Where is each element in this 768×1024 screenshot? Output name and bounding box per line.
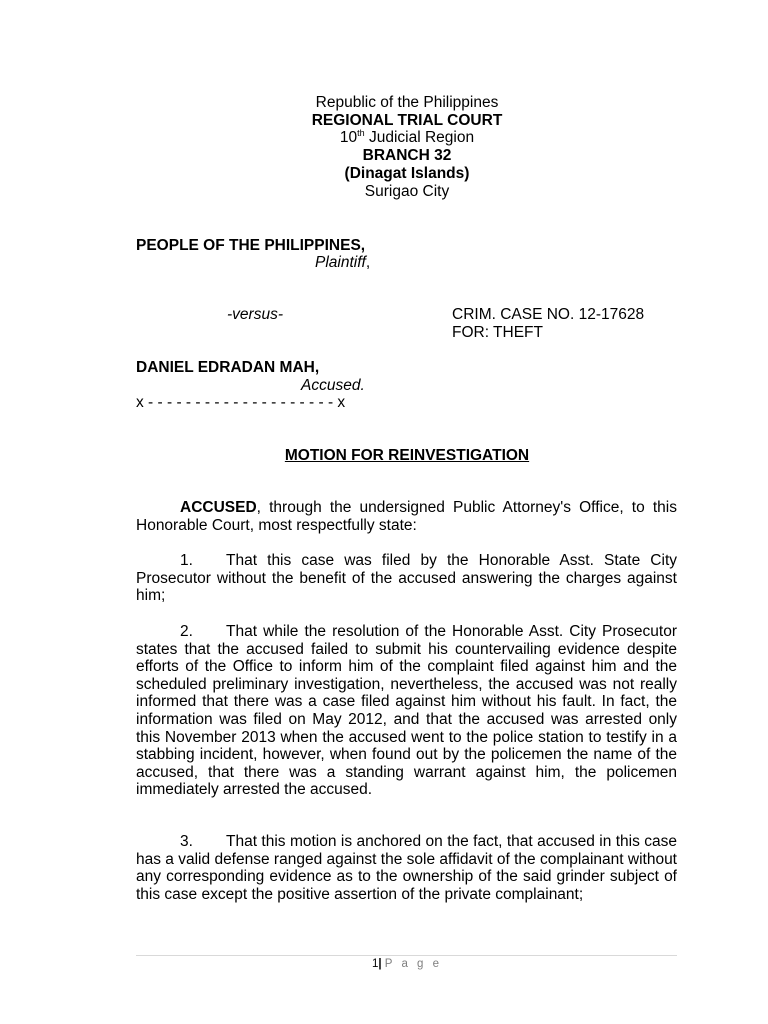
plaintiff-role [315, 254, 370, 272]
numbered-paragraph-3 [136, 833, 677, 903]
accused-name: DANIEL EDRADAN MAH, [136, 359, 320, 376]
header-branch: BRANCH 32 [362, 147, 452, 164]
header-region-number: 10 [339, 129, 358, 146]
case-offense: FOR: THEFT [452, 324, 543, 341]
numbered-paragraph-1 [136, 552, 677, 605]
header-location: (Dinagat Islands) [344, 165, 470, 182]
footer-page-number: 1 [371, 958, 379, 970]
header-republic: Republic of the Philippines [315, 94, 499, 111]
header-region-text: Judicial Region [364, 129, 475, 146]
plaintiff-role-label: Plaintiff [315, 254, 366, 271]
versus-label [227, 306, 283, 324]
intro-paragraph [136, 499, 677, 534]
header-region-suffix: th [357, 128, 365, 138]
document-title: MOTION FOR REINVESTIGATION [284, 447, 530, 464]
header-region [0, 129, 768, 147]
paragraph-number: 2. [180, 623, 193, 640]
caption-separator: x - - - - - - - - - - - - - - - - - - - - x [136, 394, 346, 411]
header-court: REGIONAL TRIAL COURT [311, 112, 503, 129]
versus-text: -versus- [227, 306, 283, 323]
accused-role: Accused. [301, 377, 365, 394]
plaintiff-role-comma: , [365, 254, 371, 271]
case-number: CRIM. CASE NO. 12-17628 [452, 306, 645, 323]
header-city: Surigao City [364, 183, 450, 200]
footer-separator: | [378, 958, 382, 970]
paragraph-number: 1. [180, 552, 193, 569]
paragraph-text: That this motion is anchored on the fact, that accused in this case has a valid defense ranged against the sole affidavit of the complainant without any corresponding evidence as to the ownership of the said grinder subject of this case except the positive assertion of the private complainant; [136, 833, 677, 903]
numbered-paragraph-2 [136, 623, 677, 799]
paragraph-text: That this case was filed by the Honorable Asst. State City Prosecutor without the benefit of the accused answering the charges against him; [136, 552, 677, 605]
plaintiff-name: PEOPLE OF THE PHILIPPINES, [136, 237, 366, 254]
page-footer [0, 957, 768, 972]
footer-page-label: P a g e [384, 958, 443, 970]
footer-rule [136, 955, 677, 956]
paragraph-text: That while the resolution of the Honorable Asst. City Prosecutor states that the accused failed to submit his countervailing evidence despite efforts of the Office to inform him of the complaint filed against him and the scheduled preliminary investigation, nevertheless, the accused was not really informed that there was a case filed against him without his fault. In fact, the information was filed on May 2012, and that the accused was arrested only this November 2013 when the accused went to the police station to testify in a stabbing incident, however, when found out by the policemen the name of the accused, that there was a standing warrant against him, the policemen immediately arrested the accused. [136, 623, 677, 799]
intro-text: , through the undersigned Public Attorney's Office, to this Honorable Court, most respectfully state: [136, 499, 677, 534]
paragraph-number: 3. [180, 833, 193, 850]
intro-lead: ACCUSED [180, 499, 257, 516]
